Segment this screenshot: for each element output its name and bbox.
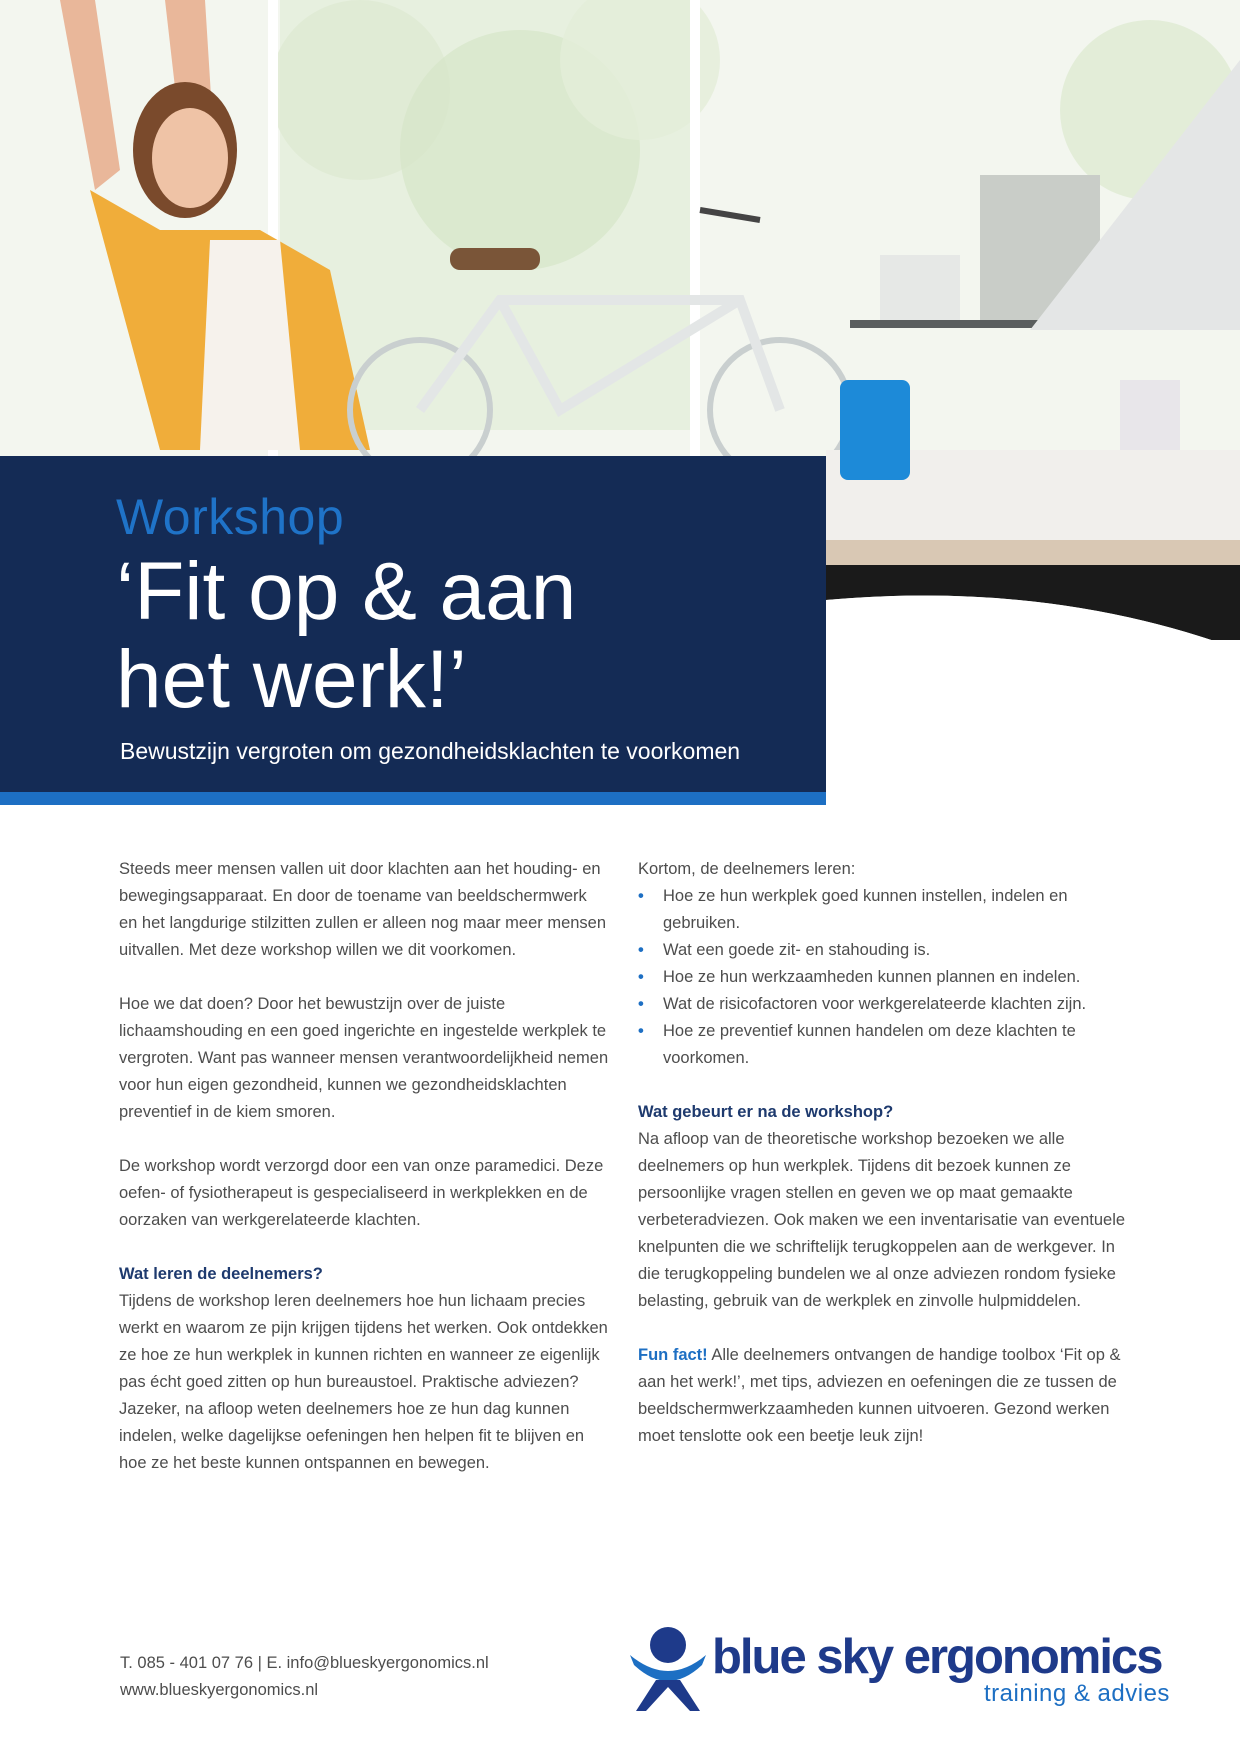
logo-wordmark: blue sky ergonomics: [712, 1630, 1162, 1684]
title-accent-stripe: [0, 792, 826, 805]
right-column: [638, 856, 1128, 1477]
company-logo: [628, 1625, 1188, 1715]
list-item: • Hoe ze hun werkzaamheden kunnen plannen en indelen.: [638, 964, 1128, 991]
approach-paragraph: Hoe we dat doen? Door het bewustzijn over de juiste lichaamshouding en een goed ingerichte en ingestelde werkplek te vergroten. Want pas wanneer mensen verantwoordelijkheid nemen voor hun eigen gezondheid, kunnen we gezondheidsklachten preventief in de kiem smoren.: [119, 995, 609, 1121]
fun-fact-paragraph: [638, 1342, 1128, 1450]
na-paragraph: Na afloop van de theoretische workshop bezoeken we alle deelnemers op hun werkplek. Tijdens dit bezoek kunnen ze persoonlijke vragen stellen en geven we op maat gemaakte verbeteradviezen. Ook maken we een inventarisatie van eventuele knelpunten die we schriftelijk terugkoppelen aan de werkgever. In die terugkoppeling bundelen we al onze adviezen rondom fysieke belasting, gebruik van de werkplek en zinvolle hulpmiddelen.: [638, 1130, 1126, 1310]
contact-phone-email[interactable]: T. 085 - 401 07 76 | E. info@blueskyergonomics.nl: [120, 1654, 489, 1672]
section-heading-leren: Wat leren de deelnemers?: [119, 1265, 323, 1283]
provider-paragraph: De workshop wordt verzorgd door een van onze paramedici. Deze oefen- of fysiotherapeut is gespecialiseerd in werkplekken en de oorzaken van werkgerelateerde klachten.: [119, 1157, 604, 1229]
bullet-icon: •: [638, 887, 644, 905]
intro-paragraph: Steeds meer mensen vallen uit door klachten aan het houding- en bewegingsapparaat. En door de toename van beeldschermwerk en het langdurige stilzitten zullen er alleen nog maar meer mensen uitvallen. Met deze workshop willen we dit voorkomen.: [119, 860, 607, 959]
list-item: • Hoe ze hun werkplek goed kunnen instellen, indelen en gebruiken.: [638, 883, 1128, 937]
leren-paragraph: Tijdens de workshop leren deelnemers hoe hun lichaam precies werkt en waarom ze pijn krijgen tijdens het werken. Ook ontdekken ze hoe ze hun werkplek in kunnen richten en wanneer ze eigenlijk pas écht goed zitten op hun bureaustoel. Praktische adviezen? Jazeker, na afloop weten deelnemers hoe ze hun dag kunnen indelen, welke dagelijkse oefeningen hen helpen fit te blijven en hoe ze het beste kunnen ontspannen en bewegen.: [119, 1292, 608, 1472]
footer-contact: [120, 1650, 489, 1704]
bullets-intro: Kortom, de deelnemers leren:: [638, 860, 856, 878]
fun-fact-label: Fun fact!: [638, 1346, 708, 1364]
title-kicker: Workshop: [116, 489, 345, 545]
list-item: • Wat een goede zit- en stahouding is.: [638, 937, 1128, 964]
bullet-icon: •: [638, 968, 644, 986]
page-subtitle: Bewustzijn vergroten om gezondheidsklachten te voorkomen: [120, 738, 741, 764]
list-item: • Hoe ze preventief kunnen handelen om deze klachten te voorkomen.: [638, 1018, 1128, 1072]
person-logo-icon: [628, 1625, 708, 1715]
bullet-icon: •: [638, 1022, 644, 1040]
logo-tagline: training & advies: [984, 1680, 1170, 1707]
contact-website-link[interactable]: www.blueskyergonomics.nl: [120, 1681, 319, 1699]
list-item: • Wat de risicofactoren voor werkgerelateerde klachten zijn.: [638, 991, 1128, 1018]
page-title-line-2: het werk!’: [116, 634, 467, 725]
page-title-line-1: ‘Fit op & aan: [116, 546, 577, 637]
page-title: [116, 548, 796, 724]
learning-list: [638, 883, 1128, 1072]
fun-fact-text: Alle deelnemers ontvangen de handige toolbox ‘Fit op & aan het werk!’, met tips, adviezen en oefeningen die ze tussen de beeldschermwerkzaamheden kunnen uitvoeren. Gezond werken moet tenslotte ook een beetje leuk zijn!: [638, 1346, 1121, 1445]
left-column: [119, 856, 609, 1504]
bullet-icon: •: [638, 995, 644, 1013]
bullet-icon: •: [638, 941, 644, 959]
section-heading-na: Wat gebeurt er na de workshop?: [638, 1103, 894, 1121]
